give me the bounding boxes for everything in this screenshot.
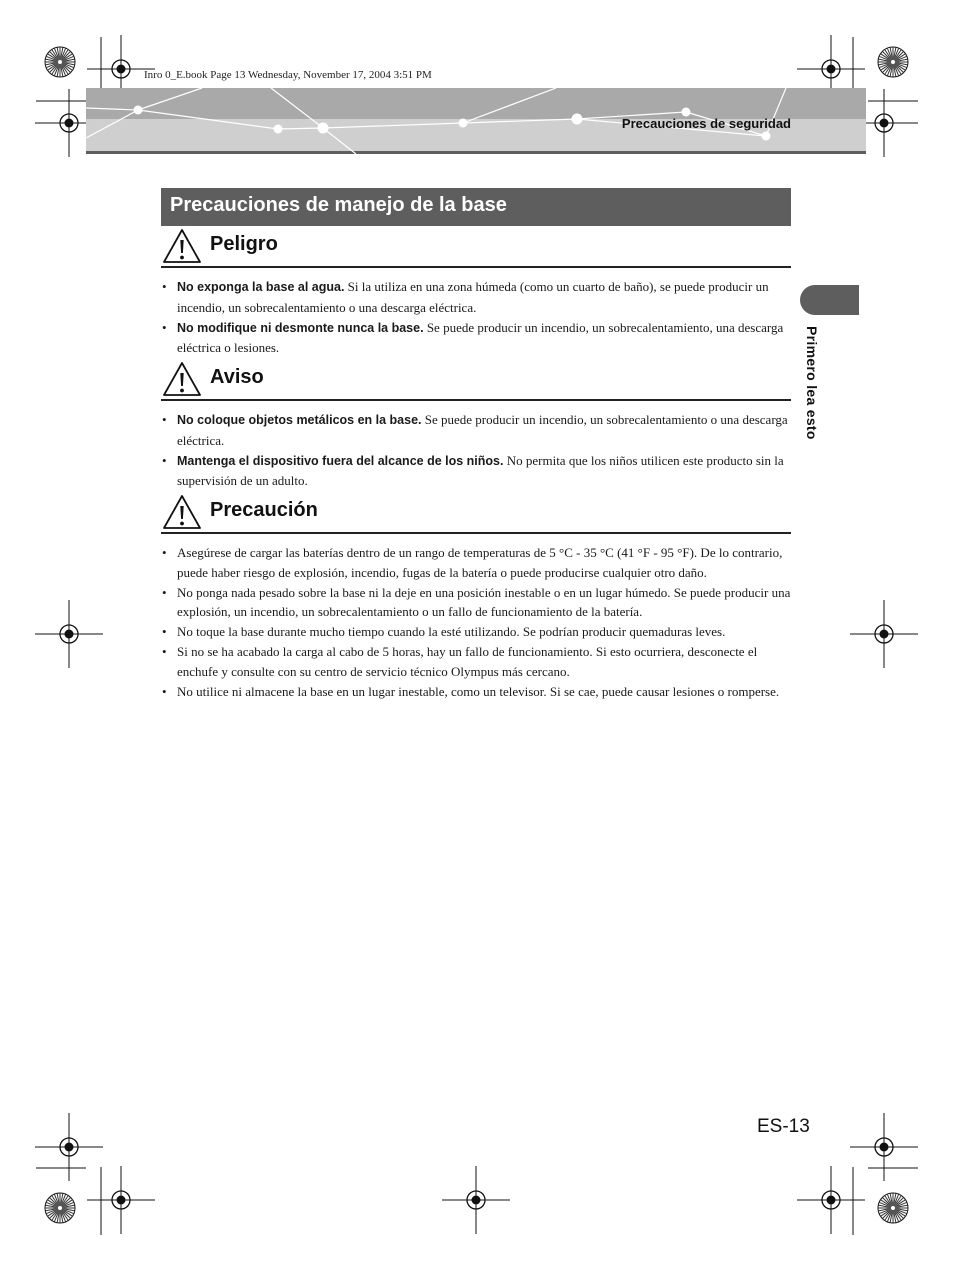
- precaucion-heading-label: Precaución: [210, 499, 318, 521]
- side-tab: [800, 285, 859, 315]
- side-tab-label: Primero lea esto: [804, 326, 820, 440]
- item-text: Se puede producir un incendio, un sobrecalentamiento, una descarga eléctrica o lesiones.: [177, 319, 784, 356]
- aviso-heading: [161, 359, 791, 401]
- item-bold-lead: No coloque objetos metálicos en la base.: [177, 413, 422, 427]
- item-text: Si la utiliza en una zona húmeda (como un cuarto de baño), se puede producir un incendio, un sobrecalentamiento o una descarga eléctrica.: [177, 279, 769, 315]
- peligro-heading-label: Peligro: [210, 233, 278, 255]
- item-text: No permita que los niños utilicen este producto sin la supervisión de un adulto.: [177, 452, 784, 489]
- list-item: • No utilice ni almacene la base en un lugar inestable, como un televisor. Si se cae, puede causar lesiones o romperse.: [161, 682, 791, 702]
- section-title: Precauciones de manejo de la base: [170, 194, 507, 216]
- book-file-info: Inro 0_E.book Page 13 Wednesday, November 17, 2004 3:51 PM: [144, 69, 432, 81]
- list-item: • Asegúrese de cargar las baterías dentro de un rango de temperaturas de 5 °C - 35 °C (41 °F - 95 °F). De lo contrario, puede haber riesgo de explosión, incendio, fugas de la batería o puede producirse cualquier otro daño.: [161, 543, 791, 583]
- peligro-heading: [161, 226, 791, 268]
- item-bold-lead: Mantenga el dispositivo fuera del alcance de los niños.: [177, 453, 504, 468]
- list-item: • Si no se ha acabado la carga al cabo de 5 horas, hay un fallo de funcionamiento. Si esto ocurriera, desconecte el enchufe y consulte con su centro de servicio técnico Olympus más cercano.: [161, 642, 791, 682]
- aviso-list: [161, 410, 791, 491]
- warning-triangle-icon: [162, 228, 202, 264]
- precaucion-list: [161, 543, 791, 701]
- warning-triangle-icon: [162, 361, 202, 397]
- list-item: [161, 451, 791, 492]
- item-bold-lead: No modifique ni desmonte nunca la base.: [177, 320, 424, 335]
- header-title: Precauciones de seguridad: [621, 116, 791, 131]
- list-item: [161, 318, 791, 359]
- peligro-list: [161, 277, 791, 358]
- list-item: • No toque la base durante mucho tiempo cuando la esté utilizando. Se podrían producir quemaduras leves.: [161, 622, 791, 642]
- warning-triangle-icon: [162, 494, 202, 530]
- section-title-bar: [161, 188, 791, 226]
- page-number: ES-13: [757, 1116, 810, 1137]
- list-item: [161, 277, 791, 318]
- list-item: [161, 410, 791, 451]
- aviso-heading-label: Aviso: [210, 366, 264, 388]
- item-bold-lead: No exponga la base al agua.: [177, 280, 345, 294]
- precaucion-heading: [161, 492, 791, 534]
- item-text: Se puede producir un incendio, un sobrecalentamiento o una descarga eléctrica.: [177, 412, 788, 448]
- list-item: • No ponga nada pesado sobre la base ni la deje en una posición inestable o en un lugar húmedo. Se puede producir una explosión, un incendio, un sobrecalentamiento o un fallo de funcionamiento de la batería.: [161, 583, 791, 623]
